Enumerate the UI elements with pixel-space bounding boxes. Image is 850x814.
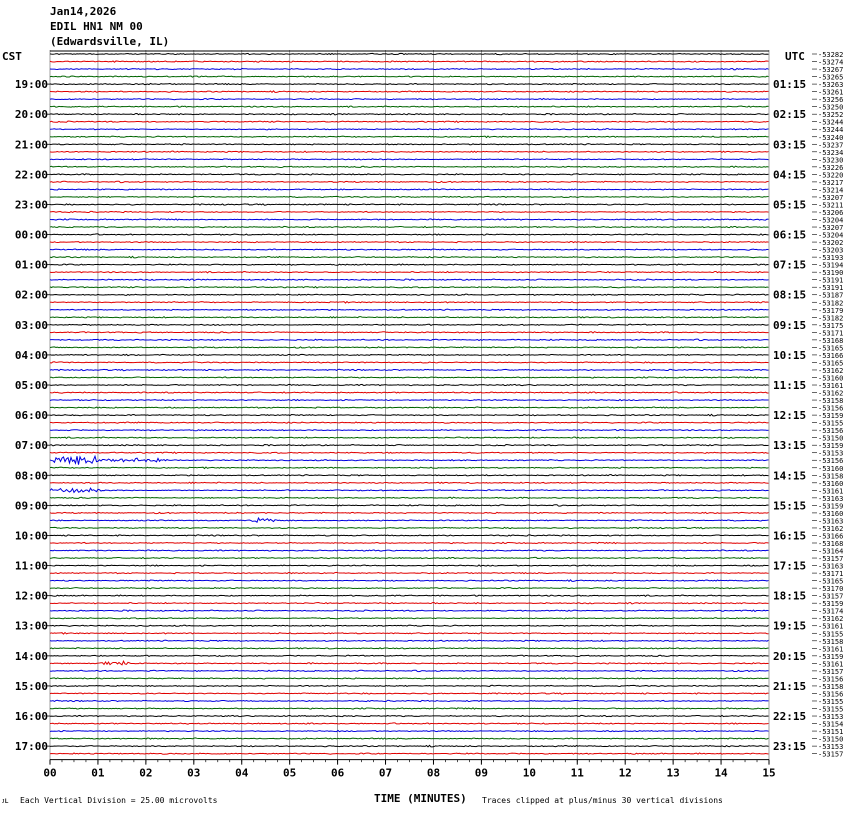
trace-offset-label: -53168: [818, 539, 844, 548]
trace-offset-label: -53159: [818, 600, 844, 609]
axis-labels: [15, 51, 843, 759]
trace-offset-label: -53157: [818, 555, 844, 564]
trace-line-13: [50, 151, 769, 152]
cst-hour-label: 15:00: [14, 679, 48, 693]
trace-offset-label: -53153: [818, 743, 844, 752]
x-tick-label: 11: [570, 766, 584, 780]
trace-offset-label: -53206: [818, 208, 844, 217]
utc-hour-label: 10:15: [773, 348, 807, 362]
trace-offset-label: -53156: [818, 427, 844, 436]
trace-offset-label: -53161: [818, 660, 844, 669]
trace-line-27: [50, 256, 769, 258]
trace-line-54: [50, 456, 769, 464]
trace-offset-label: -53226: [818, 163, 844, 172]
cst-hour-label: 20:00: [14, 108, 48, 122]
trace-line-60: [50, 505, 769, 506]
trace-line-31: [50, 287, 769, 288]
trace-line-76: [50, 625, 769, 626]
cst-hour-label: 03:00: [14, 318, 48, 332]
trace-line-0: [50, 53, 769, 54]
trace-offset-label: -53159: [818, 502, 844, 511]
trace-line-73: [50, 603, 769, 604]
trace-line-3: [50, 76, 769, 77]
trace-offset-label: -53244: [818, 126, 844, 135]
cst-hour-label: 09:00: [14, 499, 48, 513]
trace-line-40: [50, 354, 769, 355]
utc-hour-label: 04:15: [773, 168, 807, 182]
cst-hour-label: 10:00: [14, 529, 48, 543]
trace-offset-label: -53207: [818, 224, 844, 233]
trace-offset-label: -53164: [818, 547, 844, 556]
trace-offset-label: -53155: [818, 630, 844, 639]
trace-line-19: [50, 196, 769, 197]
trace-line-70: [50, 580, 769, 582]
trace-line-33: [50, 302, 769, 304]
utc-hour-label: 02:15: [773, 108, 807, 122]
trace-line-86: [50, 700, 769, 701]
trace-line-71: [50, 588, 769, 589]
clip-note: Traces clipped at plus/minus 30 vertical divisions: [482, 796, 723, 805]
trace-offset-label: -53150: [818, 735, 844, 744]
station-code: EDIL HN1 NM 00: [50, 20, 143, 33]
trace-line-63: [50, 527, 769, 528]
trace-offset-label: -53165: [818, 344, 844, 353]
cst-hour-label: 17:00: [14, 740, 48, 754]
trace-offset-label: -53261: [818, 88, 844, 97]
trace-line-72: [50, 595, 769, 596]
utc-hour-label: 11:15: [773, 379, 807, 393]
trace-line-89: [50, 723, 769, 724]
trace-line-41: [50, 362, 769, 363]
trace-offset-label: -53153: [818, 713, 844, 722]
utc-hour-label: 22:15: [773, 710, 807, 724]
x-axis-title: TIME (MINUTES): [374, 792, 467, 805]
trace-line-57: [50, 482, 769, 483]
trace-line-48: [50, 414, 769, 416]
trace-line-77: [50, 633, 769, 635]
trace-offset-label: -53161: [818, 645, 844, 654]
trace-line-80: [50, 655, 769, 656]
cst-hour-label: 06:00: [14, 409, 48, 423]
trace-offset-label: -53160: [818, 464, 844, 473]
trace-offset-label: -53237: [818, 141, 844, 150]
trace-line-83: [50, 678, 769, 679]
trace-line-66: [50, 550, 769, 551]
trace-offset-label: -53166: [818, 351, 844, 360]
trace-offset-label: -53155: [818, 705, 844, 714]
trace-offset-label: -53153: [818, 449, 844, 458]
trace-line-12: [50, 144, 769, 145]
trace-line-24: [50, 234, 769, 235]
seismic-traces: [50, 53, 769, 754]
cst-hour-label: 07:00: [14, 439, 48, 453]
trace-line-44: [50, 384, 769, 385]
x-tick-label: 05: [283, 766, 297, 780]
trace-line-45: [50, 392, 769, 393]
trace-line-15: [50, 166, 769, 167]
trace-offset-label: -53217: [818, 178, 844, 187]
trace-line-25: [50, 241, 769, 242]
trace-line-47: [50, 407, 769, 408]
trace-offset-label: -53211: [818, 201, 844, 210]
x-tick-label: 08: [426, 766, 441, 780]
trace-line-59: [50, 497, 769, 498]
trace-offset-label: -53150: [818, 434, 844, 443]
utc-hour-label: 14:15: [773, 469, 807, 483]
trace-line-23: [50, 226, 769, 227]
utc-hour-label: 13:15: [773, 439, 807, 453]
trace-line-79: [50, 648, 769, 649]
minute-gridlines: [50, 50, 769, 760]
trace-line-26: [50, 249, 769, 250]
trace-offset-label: -53220: [818, 171, 844, 180]
trace-line-18: [50, 189, 769, 190]
trace-line-17: [50, 181, 769, 182]
trace-line-78: [50, 640, 769, 641]
trace-offset-label: -53158: [818, 397, 844, 406]
cst-hour-label: 13:00: [14, 619, 48, 633]
trace-offset-label: -53160: [818, 374, 844, 383]
trace-offset-label: -53171: [818, 329, 844, 338]
trace-line-91: [50, 738, 769, 739]
trace-line-93: [50, 753, 769, 754]
trace-line-11: [50, 136, 769, 138]
trace-offset-label: -53156: [818, 690, 844, 699]
trace-offset-label: -53157: [818, 592, 844, 601]
right-timezone-label: UTC: [785, 50, 805, 63]
trace-line-42: [50, 369, 769, 370]
trace-offset-label: -53158: [818, 682, 844, 691]
trace-line-74: [50, 610, 769, 612]
cst-hour-label: 22:00: [14, 168, 48, 182]
trace-offset-label: -53175: [818, 321, 844, 330]
scale-note: Each Vertical Division = 25.00 microvolts: [20, 796, 218, 805]
trace-offset-label: -53194: [818, 261, 844, 270]
trace-offset-label: -53157: [818, 667, 844, 676]
cst-hour-label: 11:00: [14, 559, 48, 573]
trace-line-16: [50, 174, 769, 175]
trace-offset-label: -53187: [818, 291, 844, 300]
trace-offset-label: -53155: [818, 419, 844, 428]
trace-line-9: [50, 121, 769, 123]
trace-line-84: [50, 685, 769, 686]
trace-line-82: [50, 670, 769, 671]
trace-line-29: [50, 271, 769, 272]
trace-offset-label: -53240: [818, 133, 844, 142]
x-tick-label: 01: [91, 766, 105, 780]
trace-line-61: [50, 512, 769, 513]
trace-line-7: [50, 106, 769, 107]
trace-offset-label: -53162: [818, 524, 844, 533]
cst-hour-label: 21:00: [14, 138, 48, 152]
utc-hour-label: 19:15: [773, 619, 807, 633]
cst-hour-label: 16:00: [14, 710, 48, 724]
trace-offset-label: -53163: [818, 517, 844, 526]
trace-line-65: [50, 542, 769, 543]
logo-mark: ᴊʟ: [2, 796, 10, 805]
trace-offset-label: -53156: [818, 457, 844, 466]
trace-line-34: [50, 309, 769, 310]
trace-offset-label: -53191: [818, 276, 844, 285]
trace-line-49: [50, 422, 769, 423]
trace-line-69: [50, 572, 769, 573]
utc-hour-label: 07:15: [773, 258, 807, 272]
x-tick-label: 10: [522, 766, 536, 780]
cst-hour-label: 19:00: [14, 78, 48, 92]
trace-line-85: [50, 693, 769, 694]
trace-line-30: [50, 279, 769, 281]
trace-offset-label: -53151: [818, 728, 844, 737]
x-tick-label: 13: [666, 766, 680, 780]
trace-line-32: [50, 294, 769, 295]
trace-offset-label: -53154: [818, 720, 844, 729]
utc-hour-label: 20:15: [773, 649, 807, 663]
trace-offset-label: -53214: [818, 186, 844, 195]
utc-hour-label: 15:15: [773, 499, 807, 513]
utc-hour-label: 18:15: [773, 589, 807, 603]
trace-line-68: [50, 565, 769, 566]
utc-hour-label: 06:15: [773, 228, 807, 242]
trace-offset-label: -53161: [818, 622, 844, 631]
trace-line-2: [50, 68, 769, 69]
plot-date: Jan14,2026: [50, 5, 117, 18]
x-tick-label: 06: [330, 766, 345, 780]
trace-line-56: [50, 475, 769, 476]
x-tick-label: 14: [714, 766, 728, 780]
cst-hour-label: 08:00: [14, 469, 48, 483]
trace-offset-label: -53267: [818, 66, 844, 75]
x-tick-label: 02: [139, 766, 153, 780]
station-location: (Edwardsville, IL): [50, 35, 170, 48]
trace-offset-label: -53159: [818, 442, 844, 451]
trace-line-5: [50, 91, 769, 93]
trace-offset-label: -53162: [818, 615, 844, 624]
trace-line-37: [50, 332, 769, 333]
utc-hour-label: 05:15: [773, 198, 807, 212]
trace-line-87: [50, 708, 769, 709]
trace-line-38: [50, 339, 769, 340]
x-tick-label: 00: [43, 766, 57, 780]
trace-line-28: [50, 264, 769, 265]
trace-line-62: [50, 518, 769, 522]
trace-line-22: [50, 219, 769, 220]
trace-line-81: [50, 661, 769, 665]
trace-line-43: [50, 377, 769, 378]
trace-offset-label: -53163: [818, 494, 844, 503]
x-tick-label: 09: [474, 766, 489, 780]
trace-offset-label: -53159: [818, 412, 844, 421]
cst-hour-label: 00:00: [14, 228, 48, 242]
trace-offset-label: -53256: [818, 96, 844, 105]
utc-hour-label: 09:15: [773, 318, 807, 332]
trace-offset-label: -53158: [818, 637, 844, 646]
trace-offset-label: -53158: [818, 472, 844, 481]
trace-offset-label: -53203: [818, 246, 844, 255]
trace-offset-label: -53166: [818, 532, 844, 541]
trace-line-1: [50, 61, 769, 62]
trace-offset-label: -53156: [818, 675, 844, 684]
utc-hour-label: 21:15: [773, 679, 807, 693]
trace-offset-label: -53191: [818, 284, 844, 293]
trace-line-4: [50, 83, 769, 84]
cst-hour-label: 02:00: [14, 288, 48, 302]
trace-line-52: [50, 444, 769, 445]
trace-line-67: [50, 557, 769, 558]
trace-line-58: [50, 488, 769, 492]
trace-line-75: [50, 618, 769, 619]
trace-offset-label: -53265: [818, 73, 844, 82]
trace-offset-label: -53263: [818, 81, 844, 90]
trace-offset-label: -53170: [818, 585, 844, 594]
trace-line-64: [50, 535, 769, 536]
trace-offset-label: -53156: [818, 404, 844, 413]
x-tick-label: 03: [187, 766, 201, 780]
trace-line-88: [50, 715, 769, 716]
trace-offset-label: -53163: [818, 562, 844, 571]
trace-offset-label: -53165: [818, 359, 844, 368]
trace-line-14: [50, 159, 769, 160]
cst-hour-label: 23:00: [14, 198, 48, 212]
trace-offset-label: -53182: [818, 299, 844, 308]
trace-offset-label: -53193: [818, 254, 844, 263]
trace-line-90: [50, 730, 769, 731]
x-tick-label: 15: [762, 766, 776, 780]
utc-hour-label: 16:15: [773, 529, 807, 543]
utc-hour-label: 17:15: [773, 559, 807, 573]
x-tick-label: 07: [378, 766, 393, 780]
trace-offset-label: -53202: [818, 239, 844, 248]
trace-offset-label: -53230: [818, 156, 844, 165]
trace-line-55: [50, 467, 769, 469]
utc-hour-label: 23:15: [773, 740, 807, 754]
trace-line-53: [50, 452, 769, 453]
trace-offset-label: -53179: [818, 306, 844, 315]
x-tick-label: 04: [235, 766, 249, 780]
trace-offset-label: -53171: [818, 570, 844, 579]
trace-offset-label: -53274: [818, 58, 844, 67]
x-tick-label: 12: [618, 766, 632, 780]
trace-offset-label: -53161: [818, 382, 844, 391]
trace-offset-label: -53207: [818, 193, 844, 202]
trace-offset-label: -53190: [818, 269, 844, 278]
trace-offset-label: -53162: [818, 389, 844, 398]
trace-offset-label: -53161: [818, 487, 844, 496]
trace-line-39: [50, 347, 769, 348]
trace-offset-label: -53159: [818, 652, 844, 661]
trace-offset-label: -53168: [818, 336, 844, 345]
trace-offset-label: -53157: [818, 750, 844, 759]
trace-line-21: [50, 211, 769, 212]
trace-offset-label: -53182: [818, 314, 844, 323]
trace-offset-label: -53165: [818, 577, 844, 586]
trace-offset-label: -53282: [818, 51, 844, 59]
utc-hour-label: 12:15: [773, 409, 807, 423]
trace-line-20: [50, 204, 769, 205]
utc-hour-label: 03:15: [773, 138, 807, 152]
trace-offset-label: -53174: [818, 607, 844, 616]
trace-offset-label: -53162: [818, 366, 844, 375]
trace-line-46: [50, 399, 769, 400]
trace-offset-label: -53204: [818, 216, 844, 225]
utc-hour-label: 08:15: [773, 288, 807, 302]
cst-hour-label: 12:00: [14, 589, 48, 603]
trace-line-50: [50, 429, 769, 430]
trace-offset-label: -53155: [818, 697, 844, 706]
trace-line-92: [50, 745, 769, 747]
trace-line-8: [50, 114, 769, 115]
trace-line-6: [50, 98, 769, 99]
trace-offset-label: -53250: [818, 103, 844, 112]
trace-line-36: [50, 324, 769, 325]
cst-hour-label: 01:00: [14, 258, 48, 272]
cst-hour-label: 14:00: [14, 649, 48, 663]
trace-offset-label: -53204: [818, 231, 844, 240]
trace-line-10: [50, 129, 769, 130]
left-timezone-label: CST: [2, 50, 22, 63]
trace-offset-label: -53160: [818, 479, 844, 488]
trace-offset-label: -53252: [818, 111, 844, 120]
trace-offset-label: -53160: [818, 509, 844, 518]
utc-hour-label: 01:15: [773, 78, 807, 92]
cst-hour-label: 04:00: [14, 348, 48, 362]
trace-offset-label: -53234: [818, 148, 844, 157]
cst-hour-label: 05:00: [14, 379, 48, 393]
trace-offset-label: -53244: [818, 118, 844, 127]
trace-line-35: [50, 317, 769, 318]
trace-line-51: [50, 437, 769, 438]
